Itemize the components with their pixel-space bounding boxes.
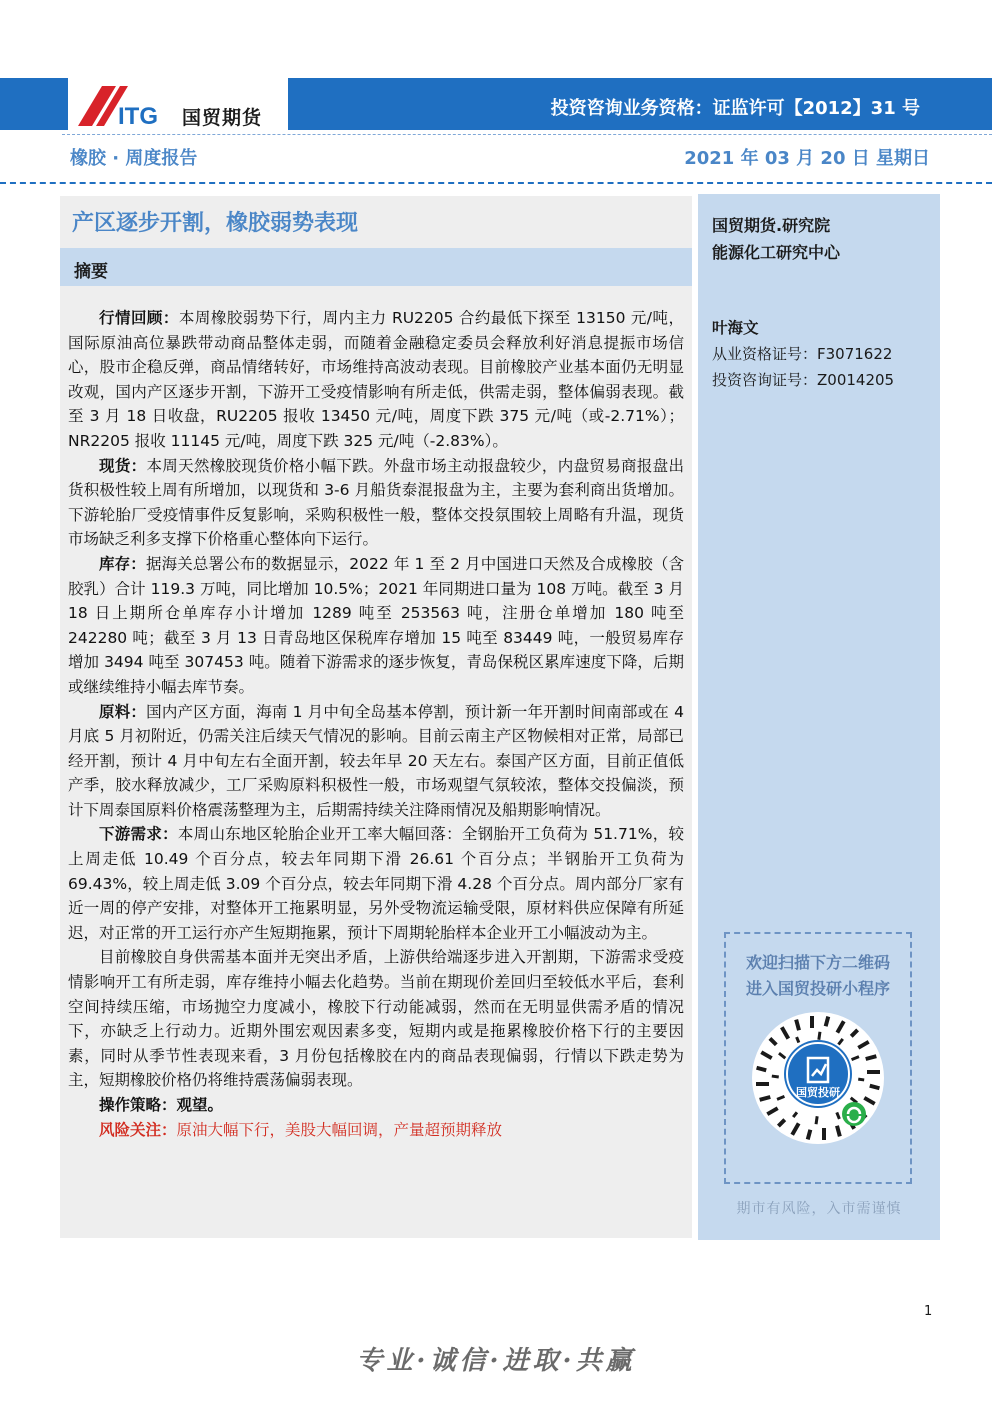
paragraph-summary: 目前橡胶自身供需基本面并无突出矛盾，上游供给端逐步进入开割期，下游需求受疫情影响开工有所走弱，库存维持小幅去化趋势。当前在期现价差回归至较低水平后，套利空间持续压缩，市场抛空力度减小，橡胶下行动能减弱，然而在无明显供需矛盾的情况下，亦缺乏上行动力。近期外围宏观因素多变，短期内或是拖累橡胶价格下行的主要因素，同时从季节性表现来看，3 月份包括橡胶在内的商品表现偏弱，行情以下跌走势为主，短期橡胶价格仍将维持震荡偏弱表现。 [68,948,684,1090]
header-divider-top [62,134,992,135]
report-date: 2021 年 03 月 20 日 星期日 [684,148,930,169]
report-headline: 产区逐步开割，橡胶弱势表现 [72,211,359,236]
risk-warning-note: 期市有风险，入市需谨慎 [736,1201,902,1217]
header-divider-bottom [0,182,992,184]
svg-text:ITG: ITG [118,103,158,126]
paragraph-raw-material: 原料：国内产区方面，海南 1 月中旬全岛基本停割，预计新一年开割时间南部或在 4 月底 5 月初附近，仍需关注后续天气情况的影响。目前云南主产区物候相对正常，局部已经开割，预计 4 月中旬左右全面开割，较去年早 20 天左右。泰国产区方面，目前正值低产季，胶水释放减少，工厂采购原料积极性一般，市场观望气氛较浓，整体交投偏淡，预计下周泰国原料价格震荡整理为主，后期需持续关注降雨情况及船期影响情况。 [68,702,684,819]
report-type: 橡胶 · 周度报告 [70,148,198,169]
page-number: 1 [924,1304,933,1319]
paragraph-risk: 风险关注：原油大幅下行，美股大幅回调，产量超预期释放 [99,1120,503,1139]
institution-name: 国贸期货.研究院 能源化工研究中心 [712,216,841,262]
logo-brand-name: 国贸期货 [182,107,263,129]
qr-caption-line1: 欢迎扫描下方二维码 [745,953,890,972]
paragraph-market-review: 行情回顾：本周橡胶弱势下行，周内主力 RU2205 合约最低下探至 13150 元/吨，国际原油高位暴跌带动商品整体走弱，而随着金融稳定委员会释放利好消息提振市场信心，股市企稳反弹，商品情绪转好，市场维持高波动表现。目前橡胶产业基本面仍无明显改观，国内产区逐步开割，下游开工受疫情影响有所走低，供需走弱，整体偏弱表现。截至 3 月 18 日收盘，RU2205 报收 13450 元/吨，周度下跌 375 元/吨（或-2.71%）；NR2205 报收 11145 元/吨，周度下跌 325 元/吨（-2.83%）。 [68,309,684,450]
paragraph-spot: 现货：本周天然橡胶现货价格小幅下跌。外盘市场主动报盘较少，内盘贸易商报盘出货积极性较上周有所增加，以现货和 3-6 月船货泰混报盘为主，主要为套利商出货增加。下游轮胎厂受疫情事件反复影响，采购积极性一般，整体交投氛围较上周略有升温，现货市场缺乏利多支撑下价格重心整体向下运行。 [68,456,684,549]
abstract-title: 摘要 [74,262,108,282]
abstract-body [68,306,684,1142]
mini-program-qr-icon[interactable] [750,1010,886,1146]
qualification-cert-number: 从业资格证号：F3071622 [712,345,893,363]
company-slogan: 专业·诚信·进取·共赢 [356,1346,636,1376]
abstract-header-bar [60,248,692,286]
qr-badge-label: 国贸投研 [796,1086,840,1099]
analyst-name: 叶海文 [712,319,759,337]
paragraph-strategy: 操作策略：观望。 [99,1096,224,1114]
paragraph-inventory: 库存：据海关总署公布的数据显示，2022 年 1 至 2 月中国进口天然及合成橡胶（含胶乳）合计 119.3 万吨，同比增加 10.5%；2021 年同期进口量为 108 万吨。截至 3 月 18 日上期所仓单库存小计增加 1289 吨至 253563 吨，注册仓单增加 180 吨至 242280 吨；截至 3 月 13 日青岛地区保税库存增加 15 吨至 83449 吨，一般贸易库存增加 3494 吨至 307453 吨。随着下游需求的逐步恢复，青岛保税区累库速度下降，后期或继续维持小幅去库节奏。 [68,554,684,696]
itg-logo-icon [78,86,178,126]
qualification-text: 投资咨询业务资格：证监许可【2012】31 号 [550,98,920,119]
advisory-cert-number: 投资咨询证号：Z0014205 [712,371,895,389]
qr-caption-line2: 进入国贸投研小程序 [745,979,890,998]
paragraph-downstream-demand: 下游需求：本周山东地区轮胎企业开工率大幅回落：全钢胎开工负荷为 51.71%，较上周走低 10.49 个百分点，较去年同期下滑 26.61 个百分点；半钢胎开工负荷为 69.43%，较上周走低 3.09 个百分点，较去年同期下滑 4.28 个百分点。周内部分厂家有近一周的停产安排，对整体开工拖累明显，另外受物流运输受限，原材料供应保障有所延迟，对正常的开工运行亦产生短期拖累，预计下周期轮胎样本企业开工小幅波动为主。 [68,825,684,942]
